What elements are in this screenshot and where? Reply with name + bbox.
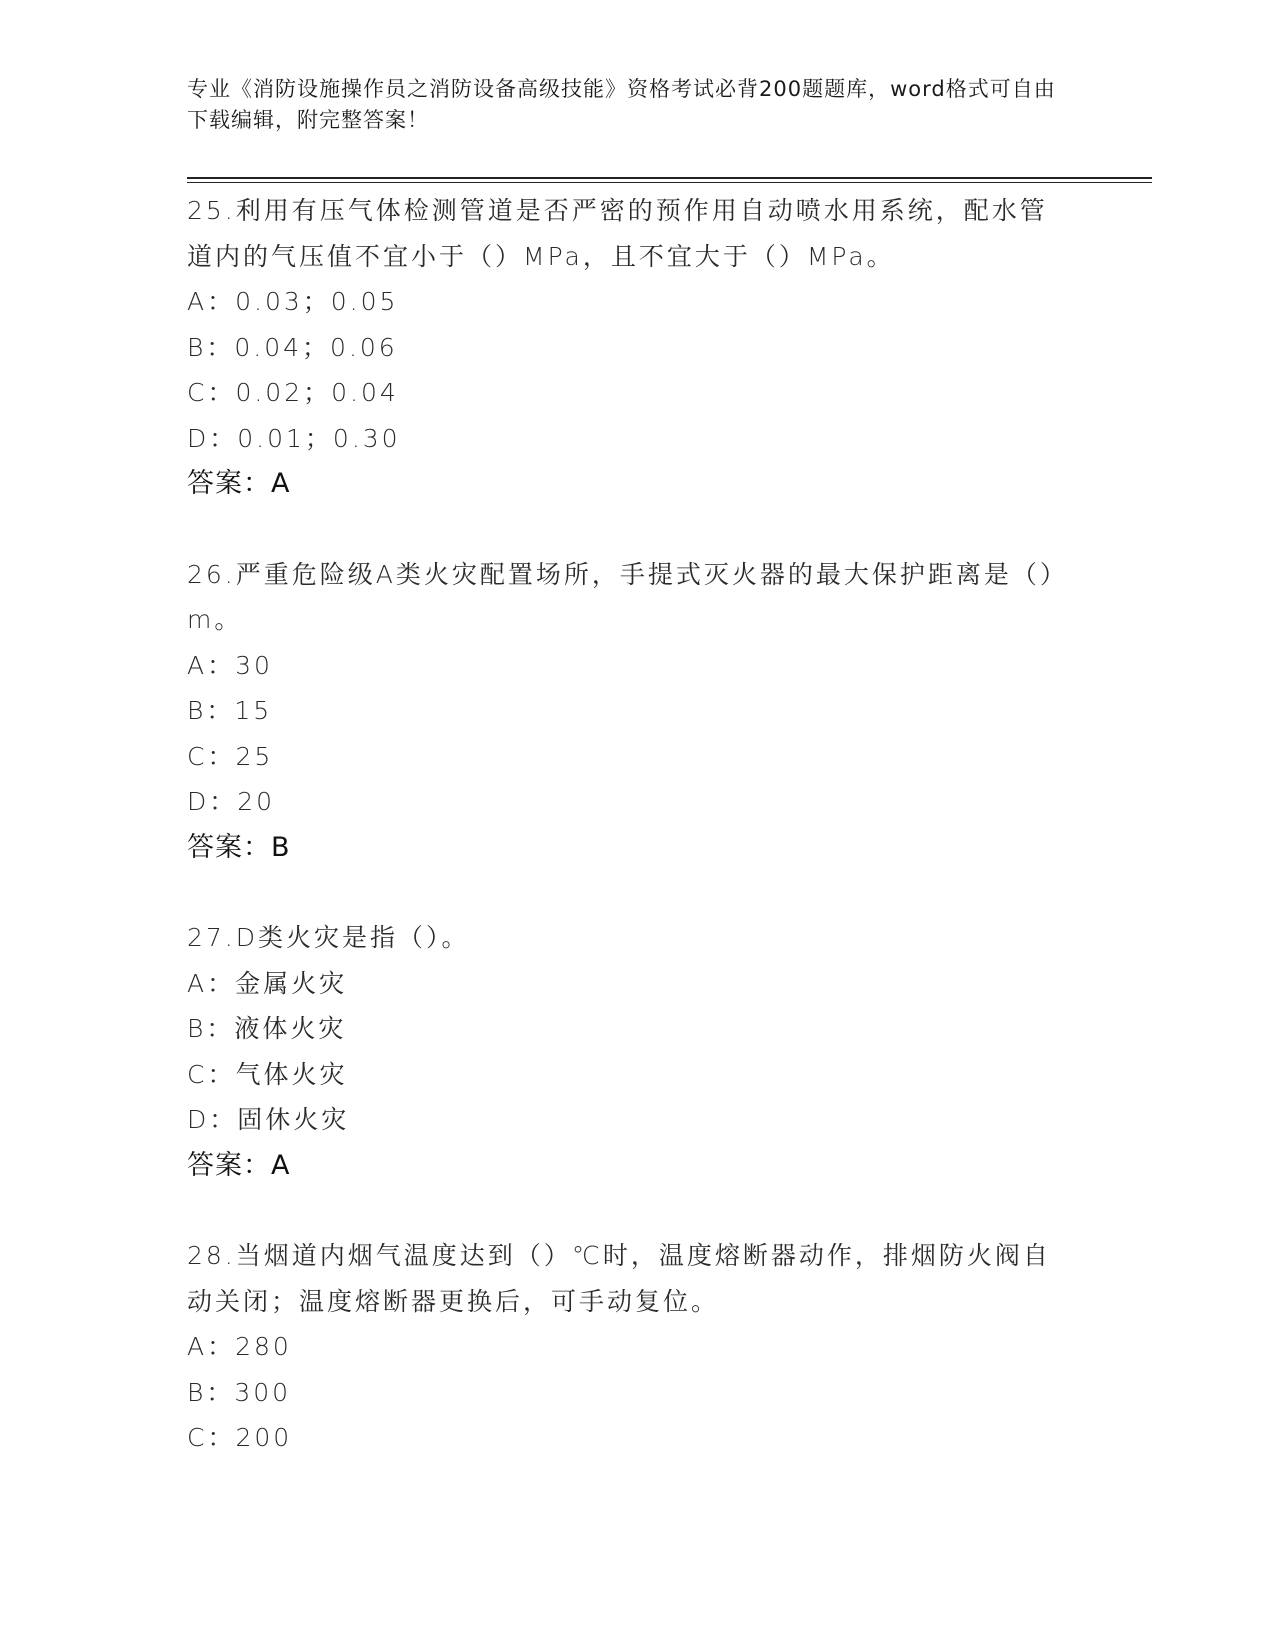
header-divider-thick	[187, 177, 1152, 179]
question-text: 26.严重危险级A类火灾配置场所，手提式灭火器的最大保护距离是（）m。	[187, 559, 1056, 634]
question-list	[187, 188, 1087, 1506]
option-a: A：0.03；0.05	[187, 287, 399, 316]
question-text: 28.当烟道内烟气温度达到（）℃时，温度熔断器动作，排烟防火阀自动关闭；温度熔断器更换后，可手动复位。	[187, 1241, 1051, 1316]
document-intro: 专业《消防设施操作员之消防设备高级技能》资格考试必背200题题库，word格式可自由下载编辑，附完整答案！	[187, 77, 1056, 132]
option-d: D：固休火灾	[187, 1105, 350, 1134]
question-item	[187, 188, 1087, 507]
answer-line: 答案：A	[187, 468, 291, 499]
option-b: B：液体火灾	[187, 1014, 347, 1043]
option-c: C：0.02；0.04	[187, 378, 399, 407]
question-text: 25.利用有压气体检测管道是否严密的预作用自动喷水用系统，配水管道内的气压值不宜小于（）MPa，且不宜大于（）MPa。	[187, 196, 1048, 271]
option-b: B：15	[187, 696, 273, 725]
question-item	[187, 915, 1087, 1188]
answer-line: 答案：B	[187, 831, 291, 863]
option-c: C：气体火灾	[187, 1059, 348, 1089]
option-b: B：300	[187, 1377, 292, 1407]
option-d: D：20	[187, 787, 276, 816]
header-divider-thin	[187, 182, 1152, 183]
question-text: 27.D类火灾是指（）。	[187, 923, 470, 952]
option-c: C：25	[187, 741, 274, 771]
option-b: B：0.04；0.06	[187, 332, 398, 362]
answer-line: 答案：A	[187, 1149, 291, 1181]
option-c: C：200	[187, 1423, 293, 1452]
option-a: A：280	[187, 1332, 292, 1361]
question-item	[187, 552, 1087, 871]
option-d: D：0.01；0.30	[187, 423, 401, 453]
option-a: A：金属火灾	[187, 968, 348, 998]
option-a: A：30	[187, 650, 273, 680]
question-item	[187, 1233, 1087, 1461]
